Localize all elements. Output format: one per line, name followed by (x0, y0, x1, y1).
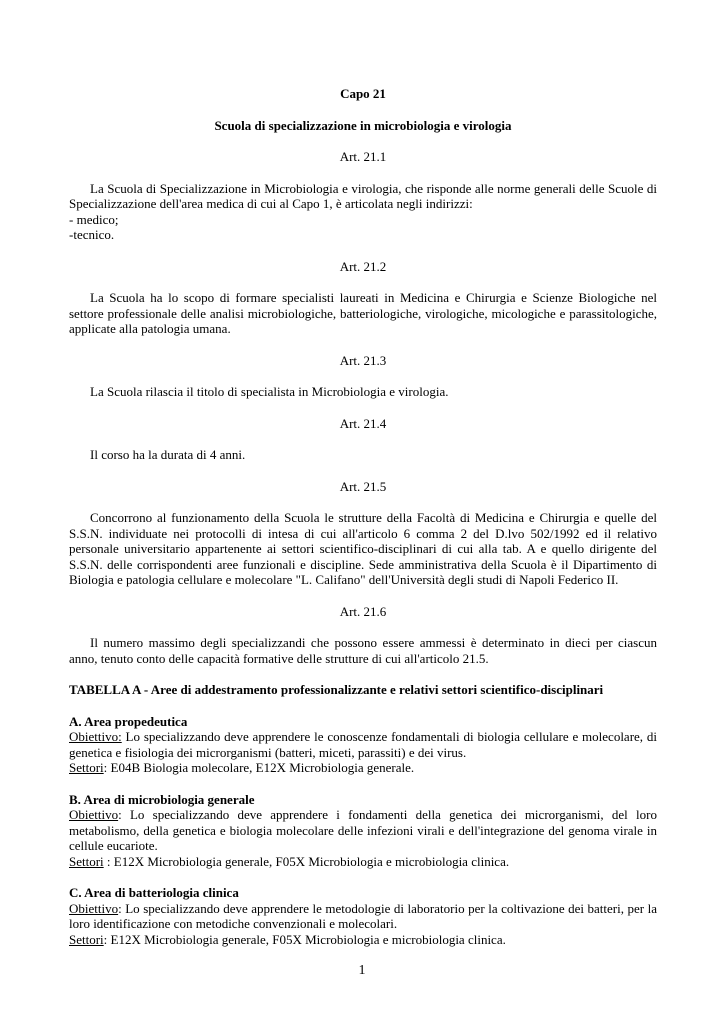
area-objective (69, 807, 657, 854)
table-title: TABELLA A - Aree di addestramento professionalizzante e relativi settori scientifico-disciplinari (69, 682, 604, 697)
article-heading: Art. 21.6 (339, 603, 387, 619)
area-title: B. Area di microbiologia generale (69, 791, 255, 807)
area-sectors (69, 932, 657, 948)
objective-text: Lo specializzando deve apprendere le conoscenze fondamentali di biologia cellulare e molecolare, di genetica e fisiologia dei microrganismi (batteri, miceti, parassiti) e dei virus. (69, 729, 657, 760)
article-heading: Art. 21.2 (339, 258, 387, 274)
article-paragraph: Il numero massimo degli specializzandi che possono essere ammessi è determinato in dieci per ciascun anno, tenuto conto delle capacità formative delle strutture di cui all'articolo 21.5. (69, 635, 657, 666)
article-paragraph: La Scuola di Specializzazione in Microbiologia e virologia, che risponde alle norme generali delle Scuole di Specializzazione dell'area medica di cui al Capo 1, è articolata negli indirizzi: (69, 180, 657, 211)
objective-label: Obiettivo (69, 807, 119, 822)
article-paragraph: La Scuola rilascia il titolo di specialista in Microbiologia e virologia. (90, 384, 449, 399)
sectors-label: Settori (69, 760, 104, 775)
article-paragraph: Concorrono al funzionamento della Scuola le strutture della Facoltà di Medicina e Chirurgia e quelle del S.S.N. individuate nei protocolli di intesa di cui all'articolo 6 comma 2 del D.lvo 502/1992 ed il relativo personale universitario appartenente ai settori scientifico-disciplinari di cui alla tab. A e quello dirigente del S.S.N. delle corrispondenti aree funzionali e discipline. Sede amministrativa della Scuola è il Dipartimento di Biologia e patologia cellulare e molecolare "L. Califano" dell'Università degli studi di Napoli Federico II. (69, 510, 657, 587)
school-title: Scuola di specializzazione in microbiologia e virologia (214, 117, 512, 133)
sectors-text: : E12X Microbiologia generale, F05X Microbiologia e microbiologia clinica. (103, 853, 510, 869)
list-item: - medico; (69, 211, 119, 227)
area-title: A. Area propedeutica (69, 713, 188, 729)
area-objective (69, 901, 657, 932)
objective-text: : Lo specializzando deve apprendere le metodologie di laboratorio per la coltivazione dei batteri, per la loro identificazione con metodiche convenzionali e molecolari. (69, 900, 657, 931)
page-number: 1 (358, 963, 366, 978)
chapter-title: Capo 21 (340, 86, 386, 101)
article-paragraph: La Scuola ha lo scopo di formare specialisti laureati in Medicina e Chirurgia e Scienze Biologiche nel settore professionale delle analisi microbiologiche, batteriologiche, virologiche, micologiche e parassitologiche, applicate alla patologia umana. (69, 290, 657, 336)
sectors-text: : E04B Biologia molecolare, E12X Microbiologia generale. (103, 760, 415, 775)
sectors-label: Settori (69, 931, 104, 947)
sectors-label: Settori (69, 853, 104, 869)
article-paragraph: Il corso ha la durata di 4 anni. (90, 447, 246, 462)
article-heading: Art. 21.5 (339, 478, 387, 494)
page-content (69, 86, 657, 947)
objective-text: : Lo specializzando deve apprendere i fondamenti della genetica dei microrganismi, del loro metabolismo, della genetica e biologia molecolare delle infezioni virali e dell'integrazione del genoma virale in cellule eucariote. (69, 807, 657, 853)
objective-label: Obiettivo (69, 900, 119, 916)
objective-label: Obiettivo: (69, 729, 122, 744)
sectors-text: : E12X Microbiologia generale, F05X Microbiologia e microbiologia clinica. (103, 931, 506, 947)
area-title: C. Area di batteriologia clinica (69, 885, 239, 900)
area-sectors (69, 854, 657, 870)
article-heading: Art. 21.1 (339, 149, 387, 164)
area-sectors (69, 760, 657, 776)
area-objective (69, 729, 657, 760)
article-heading: Art. 21.4 (339, 415, 387, 431)
article-heading: Art. 21.3 (339, 352, 387, 368)
list-item: -tecnico. (69, 227, 115, 242)
